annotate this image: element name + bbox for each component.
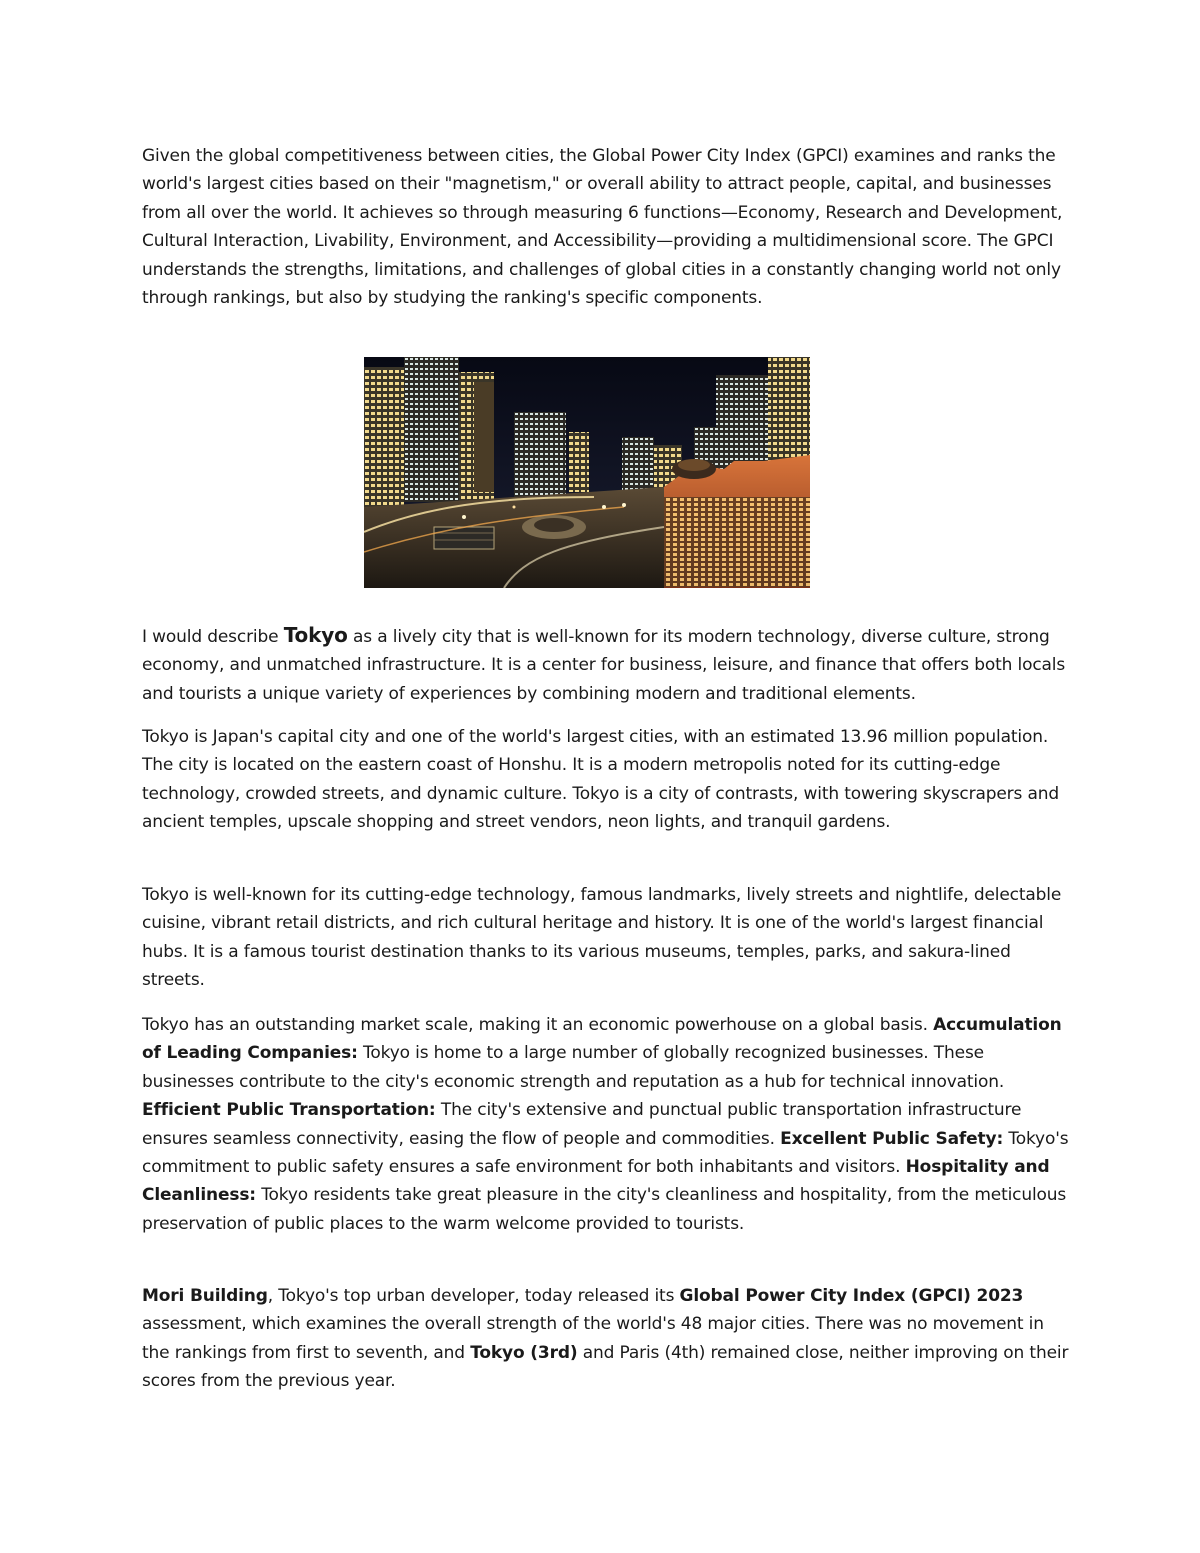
public-transport-text: The city's extensive and punctual public transportation infrastructure ensures seamless connectivity, easing the flow of people and commodities. xyxy=(142,1100,1022,1149)
p2-body-text: as a lively city that is well-known for its modern technology, diverse culture, strong economy, and unmatched infrastructure. It is a center for business, leisure, and finance that offers both locals and tourists a unique variety of experiences by combining modern and traditional elements. xyxy=(142,627,1066,704)
public-safety-heading: Excellent Public Safety: xyxy=(780,1128,1004,1149)
p6-text-3: and Paris (4th) remained close, neither improving on their scores from the previous year. xyxy=(142,1342,1069,1392)
tokyo-rank: Tokyo (3rd) xyxy=(470,1342,578,1363)
tokyo-facts-paragraph xyxy=(142,723,1072,837)
gpci-description-text: Given the global competitiveness between cities, the Global Power City Index (GPCI) examines and ranks the world's largest cities based on their "magnetism," or overall ability to attract people, capital, and businesses from all over the world. It achieves so through measuring 6 functions—Economy, Research and Development, Cultural Interaction, Livability, Environment, and Accessibility—providing a multidimensional score. The GPCI understands the strengths, limitations, and challenges of global cities in a constantly changing world not only through rankings, but also by studying the ranking's specific components. xyxy=(142,146,1063,309)
p6-text-2: assessment, which examines the overall strength of the world's 48 major cities. There was no movement in the rankings from first to seventh, and xyxy=(142,1314,1044,1363)
public-safety-text: Tokyo's commitment to public safety ensures a safe environment for both inhabitants and visitors. xyxy=(142,1128,1069,1178)
tokyo-strengths-paragraph xyxy=(142,1011,1072,1238)
tokyo-description-paragraph xyxy=(142,621,1072,708)
strengths-intro-text: Tokyo has an outstanding market scale, making it an economic powerhouse on a global basis. xyxy=(142,1015,934,1035)
p2-lead-text: I would describe xyxy=(142,627,284,647)
p6-text-1: , Tokyo's top urban developer, today released its xyxy=(267,1286,680,1306)
tokyo-station-night-photo xyxy=(364,357,810,588)
hospitality-heading: Hospitality and Cleanliness: xyxy=(142,1157,1050,1206)
leading-companies-heading: Accumulation of Leading Companies: xyxy=(142,1015,1062,1064)
gpci-2023-title: Global Power City Index (GPCI) 2023 xyxy=(679,1286,1024,1306)
tokyo-facts-text: Tokyo is Japan's capital city and one of the world's largest cities, with an estimated 13.96 million population. The city is located on the eastern coast of Honshu. It is a modern metropolis noted for its cutting-edge technology, crowded streets, and dynamic culture. Tokyo is a city of contrasts, with towering skyscrapers and ancient temples, upscale shopping and street vendors, neon lights, and tranquil gardens. xyxy=(142,727,1059,833)
hospitality-text: Tokyo residents take great pleasure in the city's cleanliness and hospitality, from the meticulous preservation of public places to the warm welcome provided to tourists. xyxy=(142,1185,1067,1234)
gpci-2023-paragraph xyxy=(142,1282,1072,1396)
tokyo-attractions-text: Tokyo is well-known for its cutting-edge technology, famous landmarks, lively streets and nightlife, delectable cuisine, vibrant retail districts, and rich cultural heritage and history. It is one of the world's largest financial hubs. It is a famous tourist destination thanks to its various museums, temples, parks, and sakura-lined streets. xyxy=(142,885,1062,991)
intro-paragraph xyxy=(142,142,1072,312)
mori-building-name: Mori Building xyxy=(142,1286,268,1306)
leading-companies-text: Tokyo is home to a large number of globally recognized businesses. These businesses contribute to the city's economic strength and reputation as a hub for technical innovation. xyxy=(142,1043,1005,1092)
public-transport-heading: Efficient Public Transportation: xyxy=(142,1100,436,1121)
tokyo-highlight: Tokyo xyxy=(283,623,348,647)
tokyo-attractions-paragraph xyxy=(142,881,1072,995)
